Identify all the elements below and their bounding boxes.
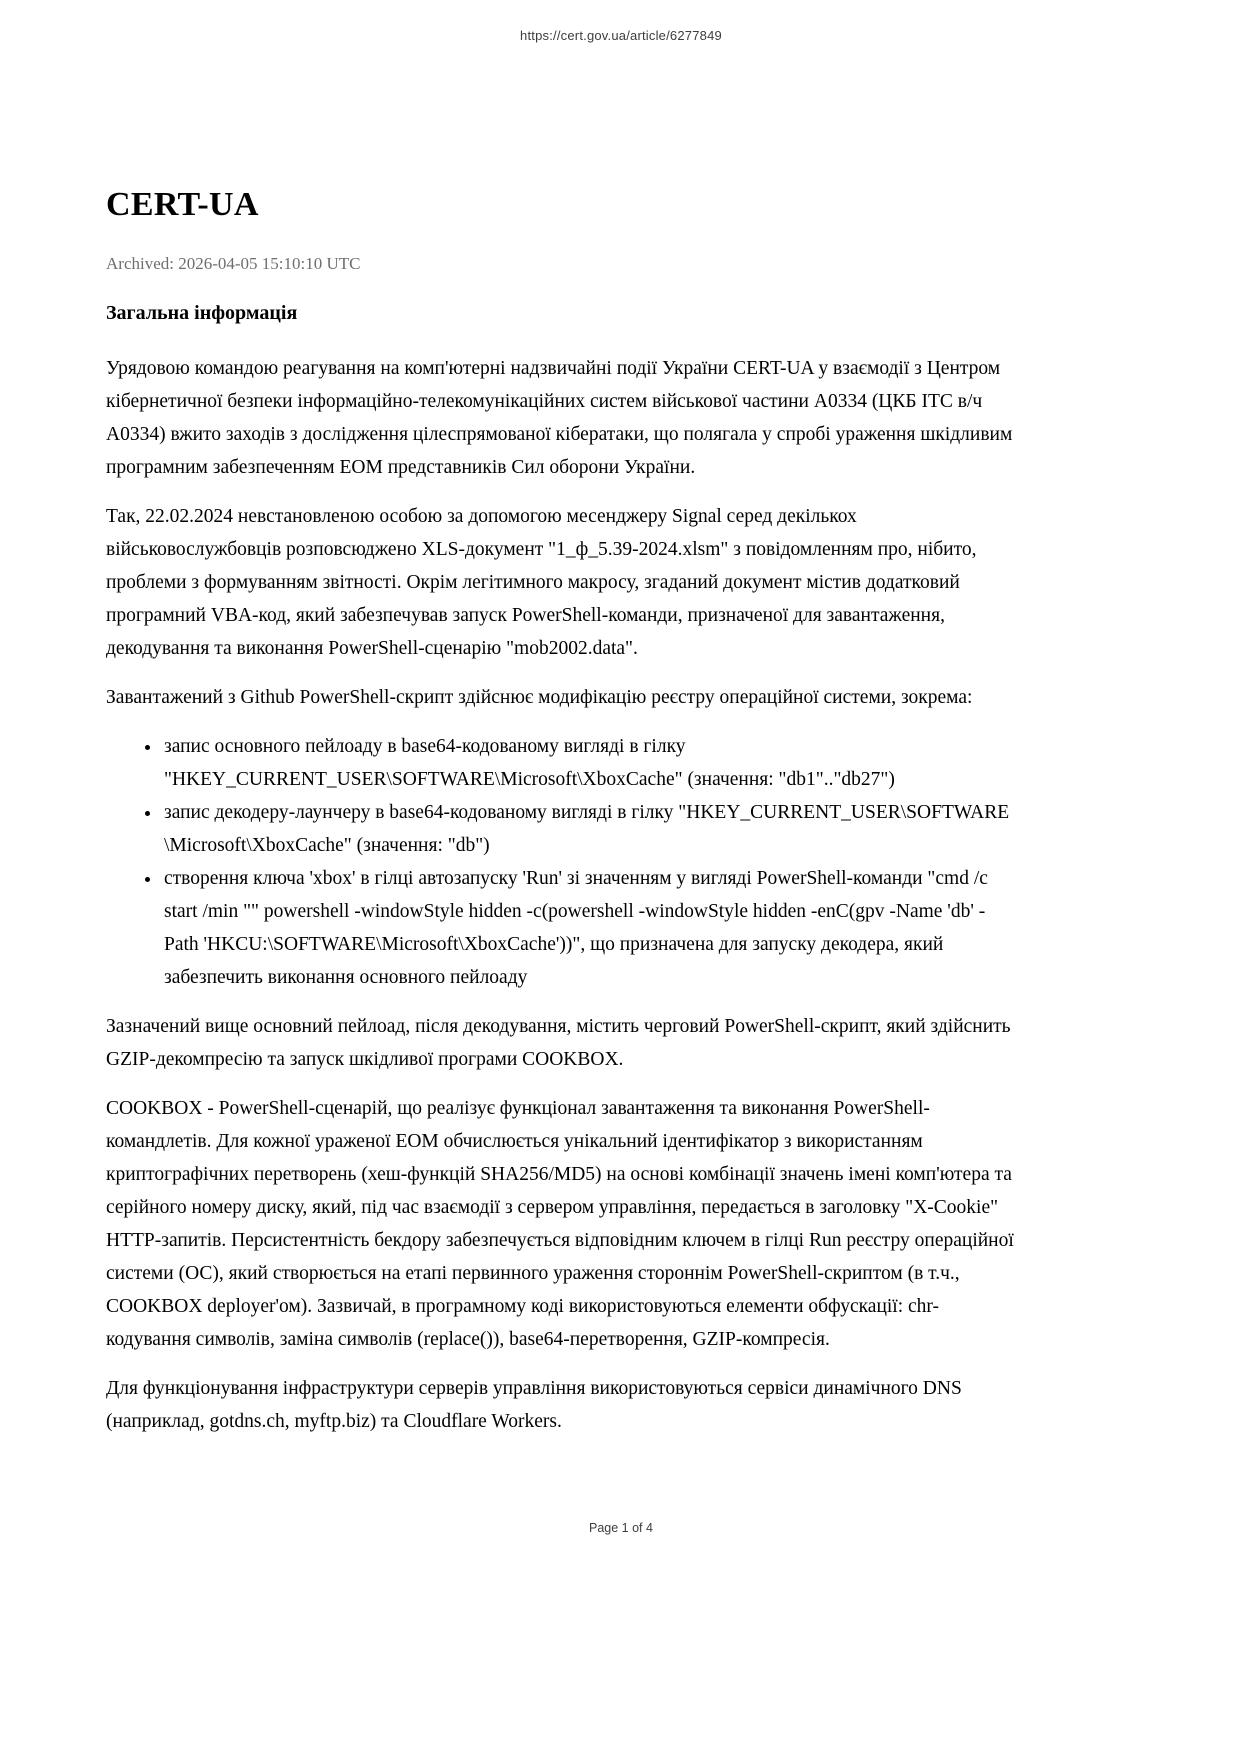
section-heading: Загальна інформація	[106, 302, 298, 324]
article-content	[106, 186, 1018, 1454]
list-item: • створення ключа 'xbox' в гілці автозапуску 'Run' зі значенням у вигляді PowerShell-команди "cmd /c start /min "" powershell -windowStyle hidden -c(powershell -windowStyle hidden -enC(gpv -Name 'db' -Path 'HKCU:\SOFTWARE\Microsoft\XboxCache'))", що призначена для запуску декодера, який забезпечить виконання основного пейлоаду	[162, 862, 1018, 994]
list-item: • запис основного пейлоаду в base64-кодованому вигляді в гілку "HKEY_CURRENT_USER\SOFTWARE\Microsoft\XboxCache" (значення: "db1".."db27")	[162, 730, 1018, 796]
paragraph-payload: Зазначений вище основний пейлоад, після декодування, містить черговий PowerShell-скрипт, який здійснить GZIP-декомпресію та запуск шкідливої програми COOKBOX.	[106, 1016, 1011, 1070]
paragraph-intro: Урядовою командою реагування на комп'ютерні надзвичайні події України CERT-UA у взаємодії з Центром кібернетичної безпеки інформаційно-телекомунікаційних систем військової частини А0334 (ЦКБ ІТС в/ч А0334) вжито заходів з дослідження цілеспрямованої кібератаки, що полягала у спробі ураження шкідливим програмним забезпеченням ЕОМ представників Сил оборони України.	[106, 358, 1013, 478]
paragraph-registry-intro: Завантажений з Github PowerShell-скрипт здійснює модифікацію реєстру операційної системи, зокрема:	[106, 687, 973, 708]
paragraph-infrastructure: Для функціонування інфраструктури серверів управління використовуються сервіси динамічного DNS (наприклад, gotdns.ch, myftp.biz) та Cloudflare Workers.	[106, 1378, 962, 1432]
archived-timestamp: Archived: 2026-04-05 15:10:10 UTC	[106, 254, 361, 273]
bullet-list	[142, 730, 1018, 994]
paragraph-cookbox: COOKBOX - PowerShell-сценарій, що реалізує функціонал завантаження та виконання PowerShell-командлетів. Для кожної ураженої ЕОМ обчислюється унікальний ідентифікатор з використанням криптографічних перетворень (хеш-функцій SHA256/MD5) на основі комбінації значень імені комп'ютера та серійного номеру диску, який, під час взаємодії з сервером управління, передається в заголовку "X-Cookie" HTTP-запитів. Персистентність бекдору забезпечується відповідним ключем в гілці Run реєстру операційної системи (ОС), який створюється на етапі первинного ураження стороннім PowerShell-скриптом (в т.ч., COOKBOX deployer'ом). Зазвичай, в програмному коді використовуються елементи обфускації: chr-кодування символів, заміна символів (replace()), base64-перетворення, GZIP-компресія.	[106, 1098, 1014, 1350]
list-item: • запис декодеру-лаунчеру в base64-кодованому вигляді в гілку "HKEY_CURRENT_USER\SOFTWARE \Microsoft\XboxCache" (значення: "db")	[162, 796, 1018, 862]
page-footer: Page 1 of 4	[589, 1521, 653, 1535]
page-title: CERT-UA	[106, 186, 259, 223]
paragraph-incident: Так, 22.02.2024 невстановленою особою за допомогою месенджеру Signal серед декількох військовослужбовців розповсюджено XLS-документ "1_ф_5.39-2024.xlsm" з повідомленням про, нібито, проблеми з формуванням звітності. Окрім легітимного макросу, згаданий документ містив додатковий програмний VBA-код, який забезпечував запуск PowerShell-команди, призначеної для завантаження, декодування та виконання PowerShell-сценарію "mob2002.data".	[106, 506, 977, 659]
print-header-url: https://cert.gov.ua/article/6277849	[520, 28, 722, 43]
